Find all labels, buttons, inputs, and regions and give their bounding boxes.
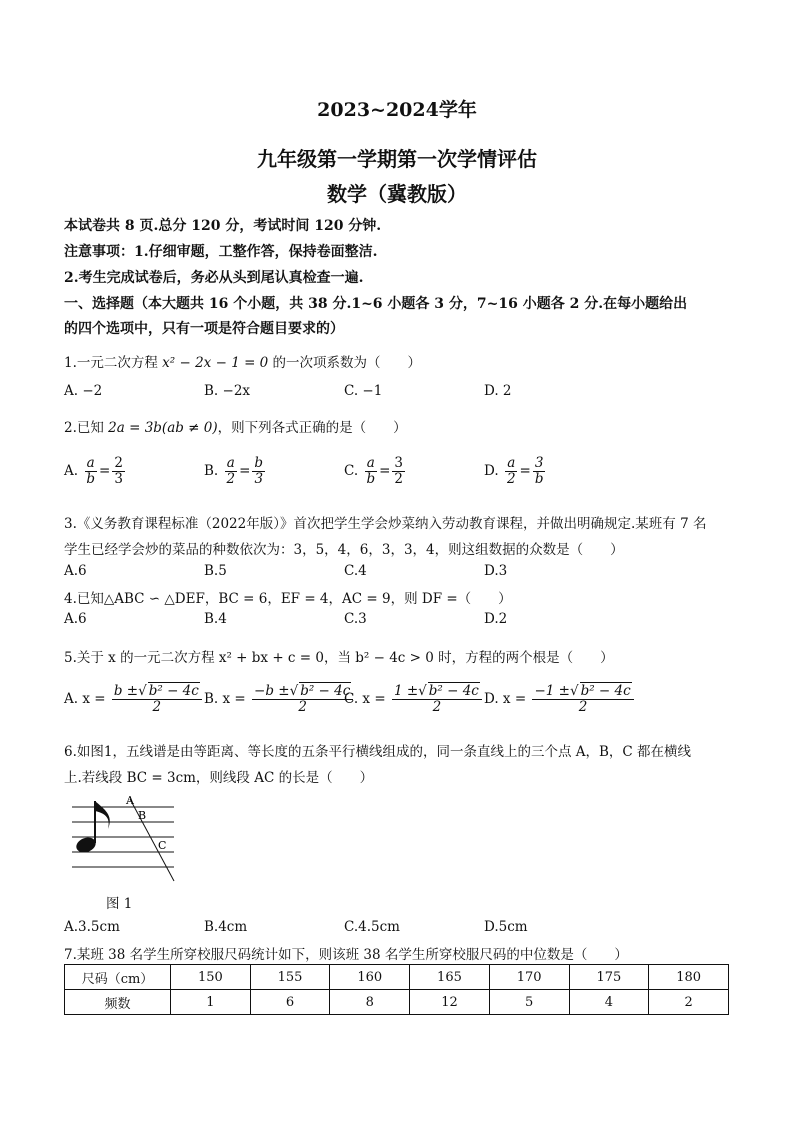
staff-figure <box>64 795 184 890</box>
notice-1: 注意事项：1.仔细审题，工整作答，保持卷面整洁. <box>64 244 378 260</box>
q3-option-c: C.4 <box>344 563 367 579</box>
exam-info: 本试卷共 8 页.总分 120 分，考试时间 120 分钟. <box>64 218 382 234</box>
table-cell: 155 <box>250 965 330 990</box>
table-cell: 1 <box>171 990 251 1015</box>
table-header-cell: 频数 <box>65 990 171 1015</box>
point-a-label: A <box>126 795 134 807</box>
q1-option-d: D. 2 <box>484 383 512 399</box>
table-header-cell: 尺码（cm） <box>65 965 171 990</box>
q4-option-c: C.3 <box>344 611 367 627</box>
table-cell: 150 <box>171 965 251 990</box>
question-3-stem-line2: 学生已经学会炒的菜品的种数依次为：3，5，4，6，3，3，4，则这组数据的众数是（ ） <box>64 542 624 558</box>
q3-option-a: A.6 <box>64 563 87 579</box>
q6-option-c: C.4.5cm <box>344 919 400 935</box>
diagonal-line <box>130 799 174 881</box>
q6-option-d: D.5cm <box>484 919 528 935</box>
eighth-note-icon <box>74 801 110 855</box>
table-cell: 180 <box>649 965 729 990</box>
q2-option-b: B. $\frac{a}{2}$ = $\frac{b}{3}$ <box>204 455 264 487</box>
question-5-stem: 5.关于 x 的一元二次方程 x² + bx + c = 0，当 b² − 4c > 0 时，方程的两个根是（ ） <box>64 650 614 666</box>
point-c-label: C <box>158 839 167 852</box>
question-7-stem: 7.某班 38 名学生所穿校服尺码统计如下，则该班 38 名学生所穿校服尺码的中位数是（ ） <box>64 947 628 963</box>
q3-option-b: B.5 <box>204 563 227 579</box>
question-6-stem-line1: 6.如图1，五线谱是由等距离、等长度的五条平行横线组成的，同一条直线上的三个点 A，B，C 都在横线 <box>64 744 692 760</box>
q6-option-a: A.3.5cm <box>64 919 120 935</box>
q1-option-c: C. −1 <box>344 383 383 399</box>
q4-option-a: A.6 <box>64 611 87 627</box>
table-cell: 12 <box>410 990 490 1015</box>
q4-option-b: B.4 <box>204 611 227 627</box>
question-6-stem-line2: 上.若线段 BC = 3cm，则线段 AC 的长是（ ） <box>64 770 374 786</box>
q5-option-a: A. x = $\frac{\text{b ±√ b² − 4c}}{2}$ <box>64 684 204 715</box>
table-cell: 170 <box>489 965 569 990</box>
table-cell: 2 <box>649 990 729 1015</box>
notice-2: 2.考生完成试卷后，务必从头到尾认真检查一遍. <box>64 270 364 286</box>
table-cell: 5 <box>489 990 569 1015</box>
q6-option-b: B.4cm <box>204 919 248 935</box>
question-4-stem: 4.已知△ABC ∽ △DEF，BC = 6，EF = 4，AC = 9，则 DF =（ ） <box>64 591 512 607</box>
staff-lines <box>72 807 174 867</box>
question-3-stem-line1: 3.《义务教育课程标准（2022年版）》首次把学生学会炒菜纳入劳动教育课程，并做出明确规定.某班有 7 名 <box>64 516 707 532</box>
table-cell: 165 <box>410 965 490 990</box>
q1-option-b: B. −2x <box>204 383 251 399</box>
q1-option-a: A. −2 <box>64 383 103 399</box>
figure-caption: 图 1 <box>106 896 133 912</box>
table-cell: 160 <box>330 965 410 990</box>
exam-title: 九年级第一学期第一次学情评估 <box>257 147 537 171</box>
table-cell: 8 <box>330 990 410 1015</box>
size-table <box>64 964 729 1015</box>
q2-option-a: A. $\frac{a}{b}$ = $\frac{2}{3}$ <box>64 455 123 487</box>
q5-option-b: B. x = $\frac{\text{−b ±√ b² − 4c}}{2}$ <box>204 684 355 715</box>
table-row <box>65 965 729 990</box>
q5-option-c: C. x = $\frac{\text{1 ±√ b² − 4c}}{2}$ <box>344 684 484 715</box>
q2-option-d: D. $\frac{a}{2}$ = $\frac{3}{b}$ <box>484 455 544 487</box>
school-year-title: 2023~2024学年 <box>317 99 477 121</box>
table-row <box>65 990 729 1015</box>
q4-option-d: D.2 <box>484 611 508 627</box>
table-cell: 4 <box>569 990 649 1015</box>
section-heading-1: 一、选择题（本大题共 16 个小题，共 38 分.1~6 小题各 3 分，7~16 小题各 2 分.在每小题给出 <box>64 296 688 312</box>
q2-option-c: C. $\frac{a}{b}$ = $\frac{3}{2}$ <box>344 455 403 487</box>
q3-option-d: D.3 <box>484 563 508 579</box>
section-heading-2: 的四个选项中，只有一项是符合题目要求的） <box>64 321 344 337</box>
table-cell: 6 <box>250 990 330 1015</box>
q5-option-d: D. x = $\frac{\text{−1 ±√ b² − 4c}}{2}$ <box>484 684 636 715</box>
point-b-label: B <box>138 809 147 822</box>
question-2-stem: 2.已知 2a = 3b(ab ≠ 0)，则下列各式正确的是（ ） <box>64 420 407 436</box>
table-cell: 175 <box>569 965 649 990</box>
subject-title: 数学（冀教版） <box>327 182 467 206</box>
question-1-stem: 1.一元二次方程 x² − 2x − 1 = 0 的一次项系数为（ ） <box>64 355 422 371</box>
